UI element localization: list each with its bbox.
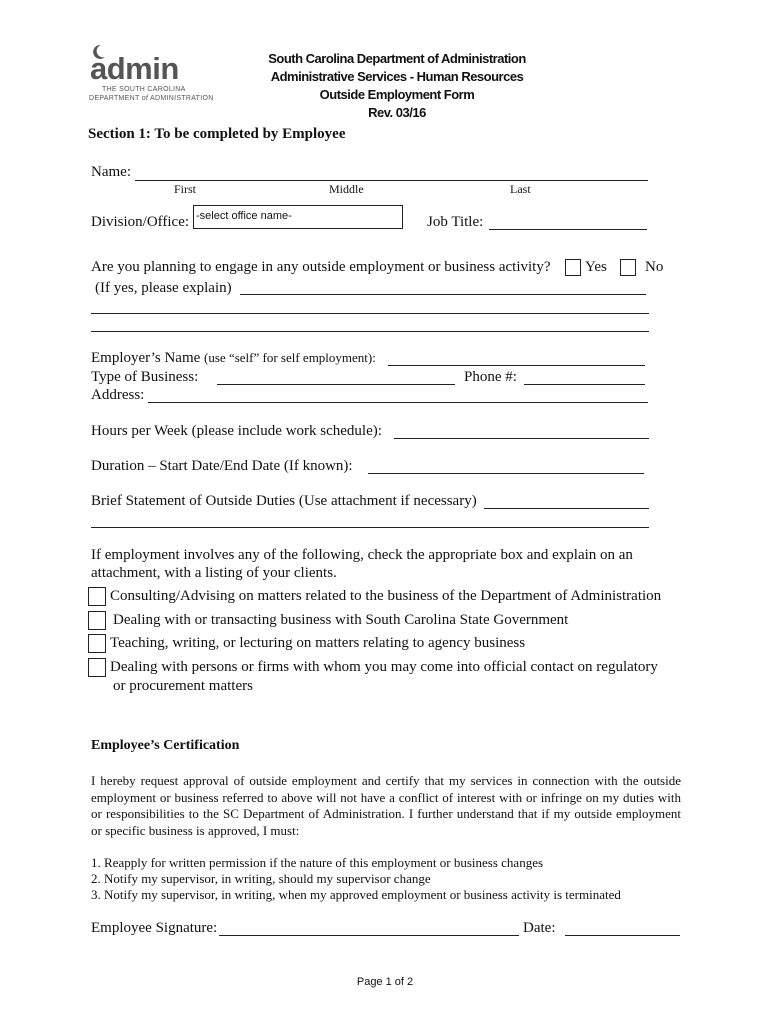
duties-input-1[interactable] [484,508,649,509]
explain-label: (If yes, please explain) [95,280,232,296]
address-input[interactable] [148,402,648,403]
logo [86,44,216,104]
involves-text-1: If employment involves any of the following, check the appropriate box and explain on an [91,547,633,563]
business-type-label: Type of Business: [91,369,199,385]
certification-item-1: 1. Reapply for written permission if the nature of this employment or business changes [91,855,544,870]
option-4-label: Dealing with persons or firms with whom you may come into official contact on regulatory [110,659,658,675]
duties-label: Brief Statement of Outside Duties (Use attachment if necessary) [91,493,477,509]
division-label: Division/Office: [91,214,190,230]
employer-label: Employer’s Name (use “self” for self employment): [91,350,376,366]
name-label: Name: [91,164,131,180]
involves-text-2: attachment, with a listing of your clients. [91,565,337,581]
name-sub-middle: Middle [329,182,364,196]
header-title-3: Outside Employment Form [319,87,475,102]
certification-item-3: 3. Notify my supervisor, in writing, when my approved employment or business activity is terminated [91,887,621,902]
option-3-checkbox[interactable] [88,634,106,653]
business-type-input[interactable] [217,384,455,385]
option-3-label: Teaching, writing, or lecturing on matters relating to agency business [110,635,526,651]
hours-input[interactable] [394,438,649,439]
page-number: Page 1 of 2 [356,976,414,988]
name-sub-first: First [174,182,197,196]
explain-input-3[interactable] [91,331,649,332]
name-input[interactable] [135,180,648,181]
option-1-checkbox[interactable] [88,587,106,606]
job-title-input[interactable] [489,229,647,230]
duration-label: Duration – Start Date/End Date (If known): [91,458,353,474]
yes-checkbox[interactable] [565,259,581,276]
option-2-label: Dealing with or transacting business with South Carolina State Government [113,612,569,628]
phone-label: Phone #: [464,369,517,385]
name-sub-last: Last [510,182,531,196]
header-title-2: Administrative Services - Human Resources [270,69,524,84]
address-label: Address: [91,387,145,403]
header-title-4: Rev. 03/16 [368,105,426,120]
employer-input[interactable] [388,365,645,366]
duration-input[interactable] [368,473,644,474]
no-label: No [645,259,664,275]
outside-employment-question: Are you planning to engage in any outside employment or business activity? [91,259,551,275]
logo-line-1: THE SOUTH CAROLINA [102,86,186,93]
explain-input-2[interactable] [91,313,649,314]
option-4-label-cont: or procurement matters [113,678,253,694]
division-select[interactable] [193,205,403,229]
no-checkbox[interactable] [620,259,636,276]
option-2-checkbox[interactable] [88,611,106,630]
yes-label: Yes [585,259,607,275]
date-input[interactable] [565,935,680,936]
logo-line-2: DEPARTMENT of ADMINISTRATION [89,95,214,102]
job-title-label: Job Title: [427,214,484,230]
hours-label: Hours per Week (please include work schedule): [91,423,382,439]
certification-paragraph: I hereby request approval of outside employment and certify that my services in connection with the outside employment or business referred to above will not have a conflict of interest with or infringe on my duties with or responsibilities to the SC Department of Administration. I further understand that if my outside employment or specific business is approved, I must: [91,773,681,838]
certification-item-2: 2. Notify my supervisor, in writing, should my supervisor change [91,871,431,886]
logo-word: admin [90,51,179,86]
signature-label: Employee Signature: [91,920,218,936]
option-1-label: Consulting/Advising on matters related to the business of the Department of Administration [110,588,662,604]
header-title-1: South Carolina Department of Administration [268,51,526,66]
duties-input-2[interactable] [91,527,649,528]
phone-input[interactable] [524,384,645,385]
explain-input-1[interactable] [240,294,646,295]
signature-input[interactable] [219,935,519,936]
section-1-title: Section 1: To be completed by Employee [88,126,346,142]
certification-title: Employee’s Certification [91,738,240,753]
date-label: Date: [523,920,556,936]
division-select-value: -select office name- [196,210,292,222]
option-4-checkbox[interactable] [88,658,106,677]
